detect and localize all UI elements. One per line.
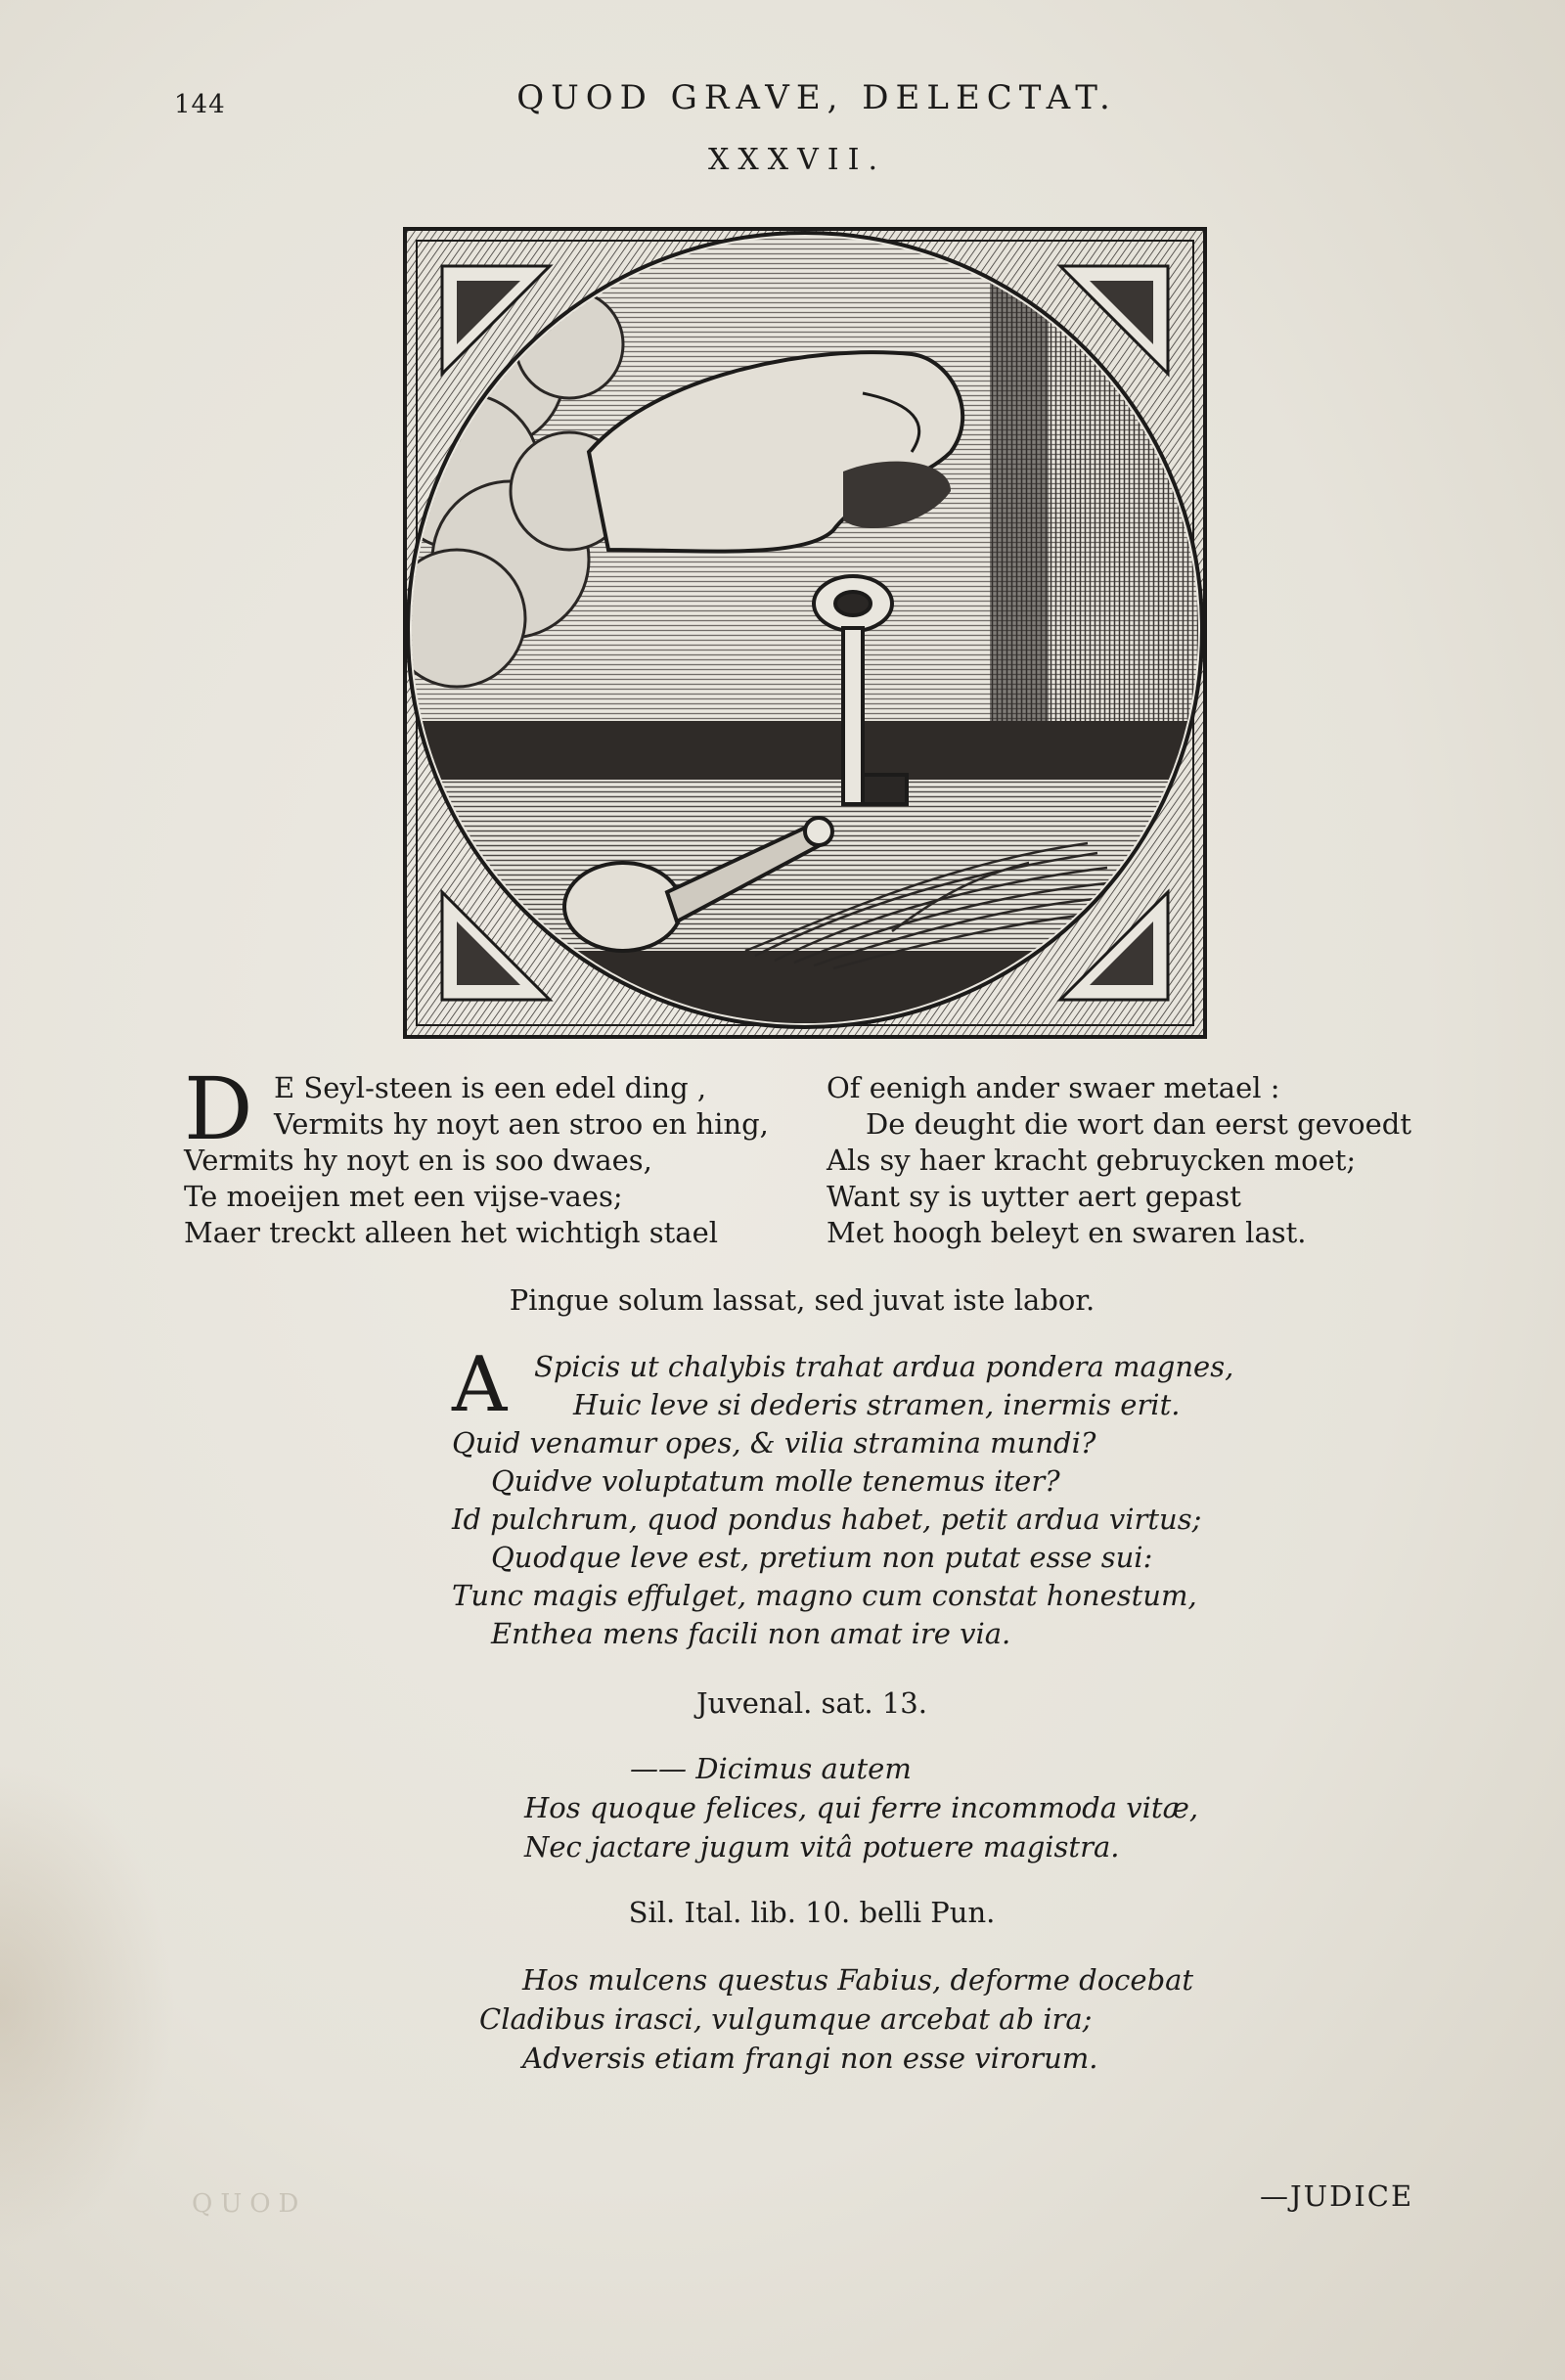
quote-line: Cladibus irasci, vulgumque arcebat ab ira;	[479, 2002, 1093, 2036]
verse-line: Met hoogh beleyt en swaren last.	[827, 1216, 1307, 1249]
latin-motto: Pingue solum lassat, sed juvat iste labor.	[509, 1283, 1096, 1317]
dutch-verse-left	[184, 1058, 810, 1251]
stone-ledge	[403, 721, 1207, 780]
citation-source: Sil. Ital. lib. 10. belli Pun.	[628, 1896, 996, 1929]
quote-line: Hos mulcens questus Fabius, deforme docebat	[522, 1963, 1194, 1997]
verse-line: Id pulchrum, quod pondus habet, petit ardua virtus;	[452, 1503, 1202, 1536]
citation-quote	[479, 1960, 1193, 2078]
verse-line: Maer treckt alleen het wichtigh stael	[184, 1216, 719, 1249]
drop-cap-d: D	[184, 1058, 253, 1159]
dutch-verse-right	[827, 1070, 1433, 1251]
citation-quote	[524, 1749, 1198, 1866]
verse-line: Huic leve si dederis stramen, inermis erit.	[573, 1388, 1181, 1421]
verse-line: Spicis ut chalybis trahat ardua pondera magnes,	[534, 1350, 1234, 1383]
verse-line: De deught die wort dan eerst gevoedt	[866, 1107, 1412, 1141]
verse-line: Te moeijen met een vijse-vaes;	[184, 1180, 623, 1213]
quote-line: Adversis etiam frangi non esse virorum.	[522, 2042, 1098, 2075]
quote-line: Hos quoque felices, qui ferre incommoda vitæ,	[524, 1791, 1199, 1824]
quote-line: Nec jactare jugum vitâ potuere magistra.	[524, 1830, 1120, 1864]
citation-source: Juvenal. sat. 13.	[696, 1686, 927, 1720]
catchword: —JUDICE	[1260, 2179, 1414, 2213]
page-number: 144	[174, 90, 226, 119]
emblem-number: XXXVII.	[708, 143, 886, 177]
verse-line: Vermits hy noyt en is soo dwaes,	[184, 1144, 652, 1177]
emblem-engraving	[403, 227, 1207, 1039]
verse-line: Quid venamur opes, & vilia stramina mundi?	[452, 1426, 1096, 1459]
verse-line: Of eenigh ander swaer metael :	[827, 1071, 1280, 1104]
running-head: QUOD GRAVE, DELECTAT.	[516, 78, 1117, 117]
verse-line: Enthea mens facili non amat ire via.	[491, 1617, 1011, 1650]
verse-line: E Seyl-steen is een edel ding ,	[274, 1071, 707, 1104]
verse-line: Tunc magis effulget, magno cum constat honestum,	[452, 1579, 1197, 1612]
verse-line: Quodque leve est, pretium non putat esse sui:	[491, 1541, 1153, 1574]
paper-stain	[0, 1761, 176, 2250]
verse-line: Quidve voluptatum molle tenemus iter?	[491, 1464, 1060, 1498]
latin-verse	[452, 1341, 1264, 1653]
verse-line: Want sy is uytter aert gepast	[827, 1180, 1241, 1213]
drop-cap-a: A	[452, 1341, 508, 1429]
verse-line: Vermits hy noyt aen stroo en hing,	[274, 1107, 769, 1141]
verse-line: Als sy haer kracht gebruycken moet;	[827, 1144, 1357, 1177]
show-through-text: QUOD	[192, 2189, 307, 2219]
quote-line: —— Dicimus autem	[630, 1752, 912, 1785]
